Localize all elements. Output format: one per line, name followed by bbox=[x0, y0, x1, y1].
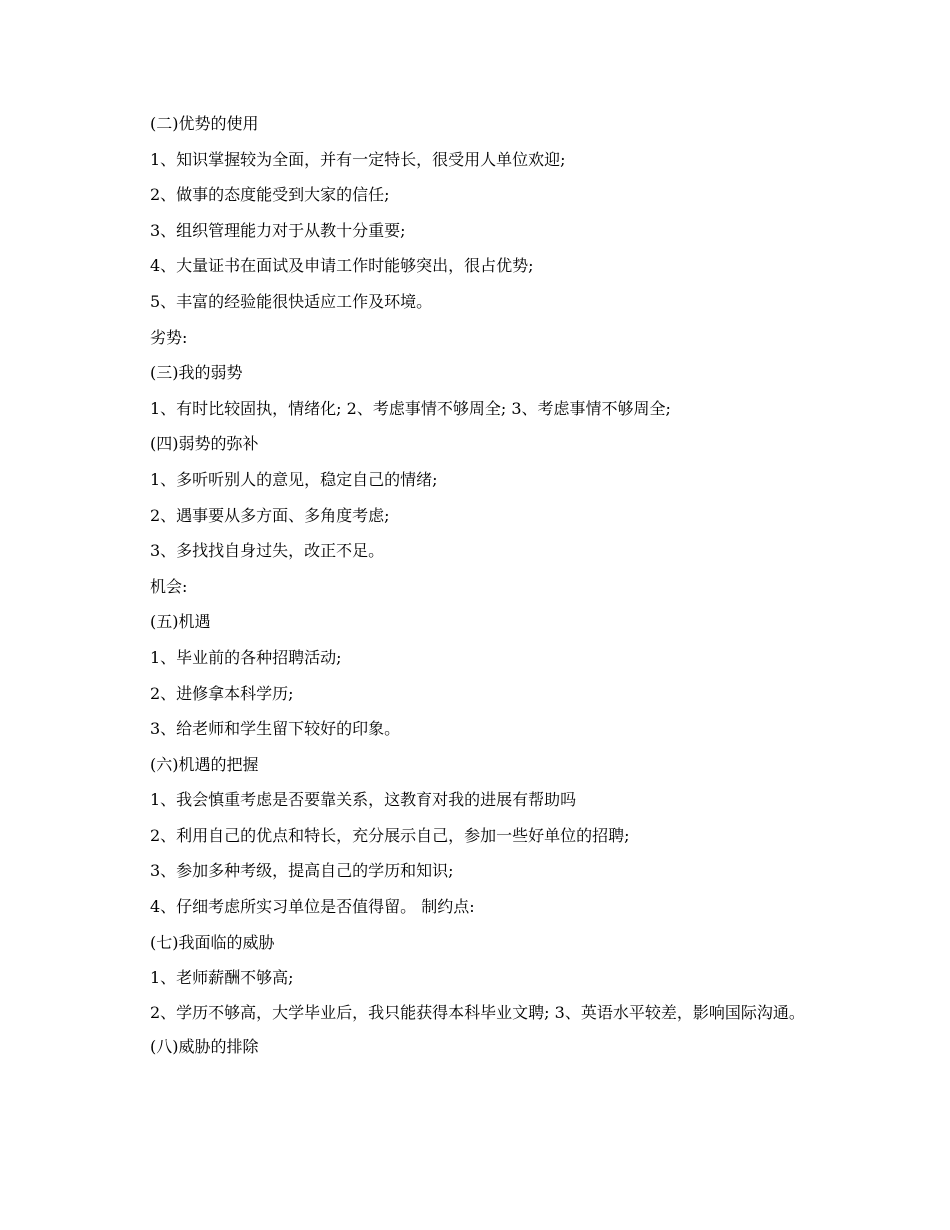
category-heading-opportunity: 机会: bbox=[150, 576, 188, 596]
list-item: 3、多找找自身过失，改正不足。 bbox=[150, 541, 385, 561]
list-item: 1、毕业前的各种招聘活动; bbox=[150, 647, 342, 667]
wrapped-paragraph-text: 2、学历不够高，大学毕业后，我只能获得本科毕业文聘; 3、英语水平较差，影响国际沟通。 bbox=[150, 1002, 805, 1022]
section-heading-advantage-use: (二)优势的使用 bbox=[150, 114, 259, 133]
list-item: 1、老师薪酬不够高; bbox=[150, 968, 294, 988]
document-body bbox=[150, 112, 840, 1070]
list-item: 2、做事的态度能受到大家的信任; bbox=[150, 185, 390, 205]
category-heading-weakness: 劣势: bbox=[150, 327, 188, 347]
list-item: 1、多听听别人的意见，稳定自己的情绪; bbox=[150, 469, 438, 489]
wrapped-paragraph bbox=[150, 1002, 830, 1023]
list-item: 3、参加多种考级，提高自己的学历和知识; bbox=[150, 861, 454, 881]
list-item: 3、组织管理能力对于从教十分重要; bbox=[150, 220, 406, 240]
list-item: 1、我会慎重考虑是否要靠关系，这教育对我的进展有帮助吗 bbox=[150, 790, 577, 810]
section-heading-weakness-remedy: (四)弱势的弥补 bbox=[150, 434, 259, 454]
section-heading-my-weakness: (三)我的弱势 bbox=[150, 363, 243, 383]
section-heading-threats: (七)我面临的威胁 bbox=[150, 932, 275, 952]
list-item: 1、有时比较固执，情绪化; 2、考虑事情不够周全; 3、考虑事情不够周全; bbox=[150, 398, 671, 418]
list-item: 2、利用自己的优点和特长，充分展示自己，参加一些好单位的招聘; bbox=[150, 825, 630, 845]
section-heading-opportunity-grasp: (六)机遇的把握 bbox=[150, 754, 259, 774]
section-heading-threat-removal: (八)威胁的排除 bbox=[150, 1036, 259, 1056]
list-item: 4、仔细考虑所实习单位是否值得留。 制约点: bbox=[150, 897, 475, 917]
list-item: 1、知识掌握较为全面，并有一定特长，很受用人单位欢迎; bbox=[150, 149, 566, 169]
section-heading-opportunities: (五)机遇 bbox=[150, 612, 211, 632]
list-item: 5、丰富的经验能很快适应工作及环境。 bbox=[150, 291, 433, 311]
list-item: 2、遇事要从多方面、多角度考虑; bbox=[150, 505, 390, 525]
list-item: 2、进修拿本科学历; bbox=[150, 683, 294, 703]
list-item: 3、给老师和学生留下较好的印象。 bbox=[150, 719, 401, 739]
list-item: 4、大量证书在面试及申请工作时能够突出，很占优势; bbox=[150, 256, 534, 276]
